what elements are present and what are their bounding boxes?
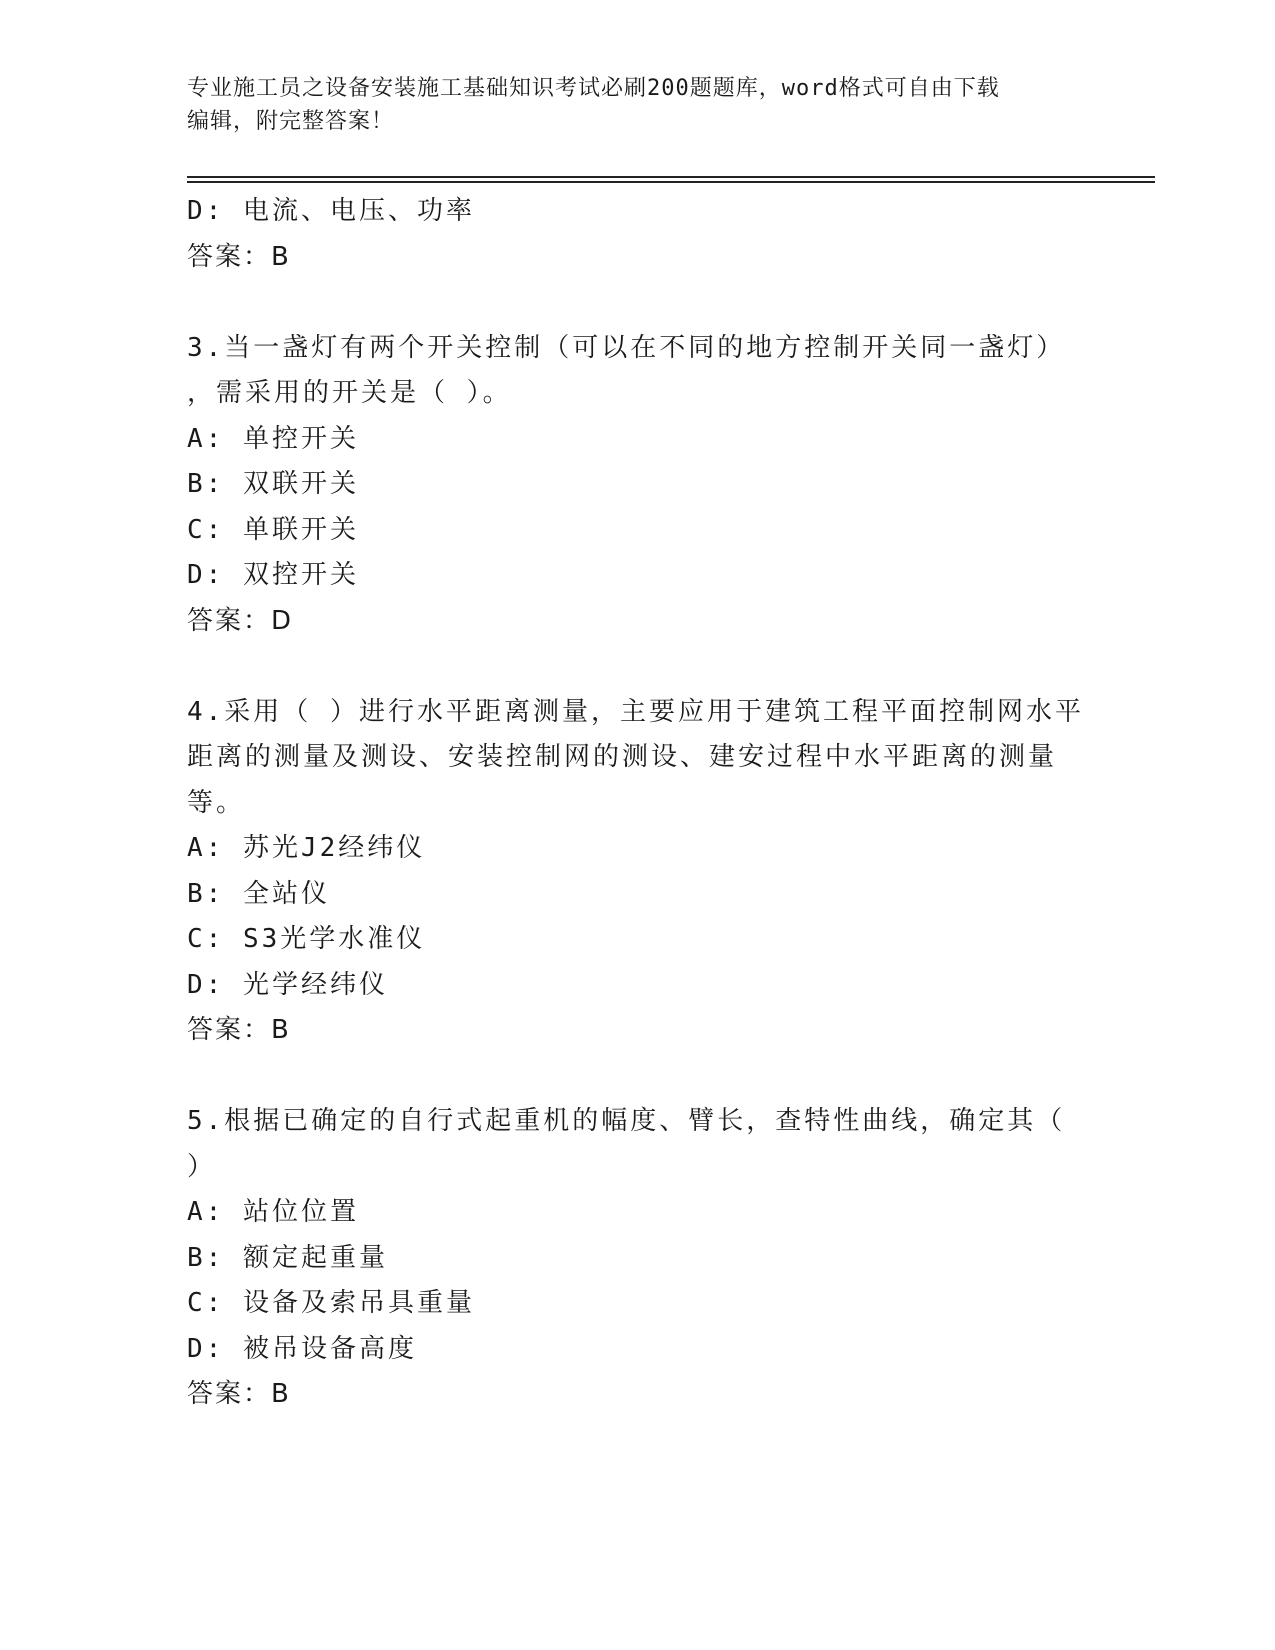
header-line-1: 专业施工员之设备安装施工基础知识考试必刷200题题库，word格式可自由下载 <box>187 76 1000 101</box>
option-b: B: 额定起重量 <box>187 1242 388 1273</box>
question-3 <box>187 326 1087 645</box>
question-stem: 5.根据已确定的自行式起重机的幅度、臂长，查特性曲线，确定其（ <box>187 1106 1066 1136</box>
question-stem: 距离的测量及测设、安装控制网的测设、建安过程中水平距离的测量 <box>187 742 1058 772</box>
option-a: A: 站位位置 <box>187 1197 359 1227</box>
question-stem: 3.当一盏灯有两个开关控制（可以在不同的地方控制开关同一盏灯） <box>187 332 1066 363</box>
option-c: C: S3光学水准仪 <box>187 924 426 954</box>
option-d: D: 电流、电压、功率 <box>187 196 475 226</box>
spacer <box>187 1054 1087 1100</box>
answer: 答案：B <box>187 241 291 272</box>
spacer <box>187 644 1087 690</box>
option-d: D: 光学经纬仪 <box>187 969 388 1000</box>
answer: 答案：D <box>187 605 294 636</box>
question-list <box>187 189 1087 1418</box>
option-c: C: 设备及索吊具重量 <box>187 1288 475 1318</box>
question-stem: 等。 <box>187 787 246 818</box>
header-line-2: 编辑，附完整答案！ <box>187 109 395 134</box>
question-4 <box>187 690 1087 1054</box>
question-stem: ，需采用的开关是（ ）。 <box>187 378 512 408</box>
option-b: B: 双联开关 <box>187 469 359 499</box>
question-stem: 4.采用（ ）进行水平距离测量，主要应用于建筑工程平面控制网水平 <box>187 696 1084 727</box>
header-divider-top <box>187 176 1155 178</box>
option-a: A: 苏光J2经纬仪 <box>187 833 426 863</box>
question-stem: ） <box>187 1151 217 1182</box>
option-b: B: 全站仪 <box>187 878 330 909</box>
question-2-tail <box>187 189 1087 280</box>
answer: 答案：B <box>187 1015 291 1045</box>
spacer <box>187 280 1087 326</box>
page-header <box>187 72 1087 138</box>
answer: 答案：B <box>187 1379 291 1409</box>
option-d: D: 双控开关 <box>187 560 359 590</box>
option-c: C: 单联开关 <box>187 514 359 545</box>
option-d: D: 被吊设备高度 <box>187 1333 417 1364</box>
question-5 <box>187 1099 1087 1418</box>
header-divider-bottom <box>187 181 1155 183</box>
option-a: A: 单控开关 <box>187 423 359 454</box>
